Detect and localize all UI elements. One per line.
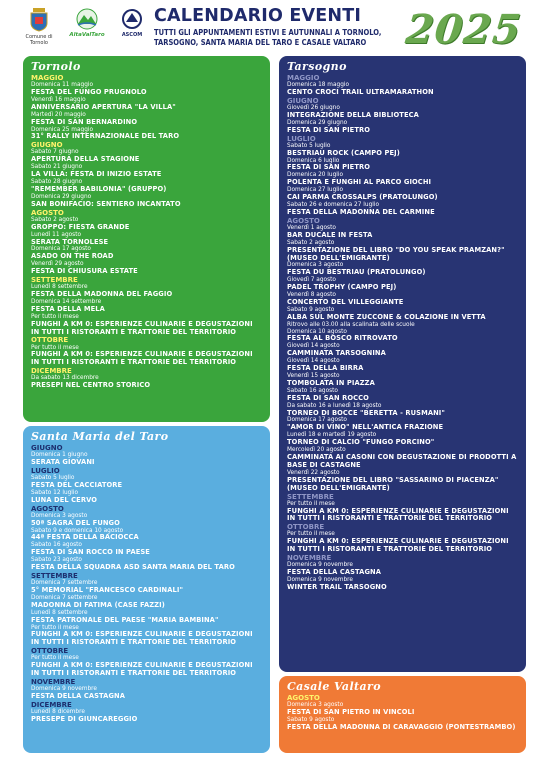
event-item bbox=[31, 194, 262, 209]
event-name: ANNIVERSARIO APERTURA "LA VILLA" bbox=[31, 102, 176, 111]
event-name: FESTA DI SAN PIETRO IN VINCOLI bbox=[287, 708, 415, 716]
event-name: WINTER TRAIL TARSOGNO bbox=[287, 582, 387, 591]
event-date: Domenica 7 settembre bbox=[31, 594, 98, 601]
month-heading: GIUGNO bbox=[31, 444, 63, 452]
event-date: Venerdì 29 agosto bbox=[31, 261, 84, 268]
event-name: POLENTA E FUNGHI AL PARCO GIOCHI bbox=[287, 178, 432, 187]
mountains-icon bbox=[75, 8, 99, 30]
event-date: Sabato 28 giugno bbox=[31, 179, 83, 186]
event-item bbox=[31, 345, 262, 368]
month-heading: MAGGIO bbox=[287, 74, 320, 82]
event-name: CAI PARMA CROSSALPS (PRATOLUNGO) bbox=[287, 193, 438, 202]
event-date: Domenica 29 giugno bbox=[31, 193, 92, 200]
event-date: Domenica 27 luglio bbox=[287, 187, 344, 194]
month-heading: DICEMBRE bbox=[31, 700, 72, 709]
event-date: Da sabato 13 dicembre bbox=[31, 375, 99, 382]
event-date: Sabato 2 agosto bbox=[287, 239, 335, 246]
event-date: Domenica 18 maggio bbox=[287, 82, 350, 89]
event-date: Domenica 17 agosto bbox=[31, 246, 91, 253]
section-title: Santa Maria del Taro bbox=[31, 430, 169, 443]
page-subtitle bbox=[154, 28, 434, 47]
event-item bbox=[287, 403, 518, 418]
event-item bbox=[31, 528, 262, 543]
event-item bbox=[287, 143, 518, 158]
event-date: Domenica 14 settembre bbox=[31, 298, 102, 305]
event-item bbox=[31, 232, 262, 247]
month-heading: MAGGIO bbox=[31, 74, 64, 82]
event-date: Domenica 9 novembre bbox=[287, 577, 353, 584]
event-name: "REMEMBER BABILONIA" (GRUPPO) bbox=[31, 184, 167, 193]
event-item bbox=[287, 277, 518, 292]
event-date: Sabato 5 luglio bbox=[31, 475, 75, 481]
event-name: FESTA DELLA BIRRA bbox=[287, 364, 364, 373]
event-item bbox=[287, 501, 518, 524]
ascom-emblem-icon bbox=[121, 8, 143, 30]
event-date: Sabato 5 luglio bbox=[287, 142, 331, 149]
event-item bbox=[31, 375, 262, 390]
event-name: FESTA DU BESTRIAU (PRATOLUNGO) bbox=[287, 268, 426, 277]
event-item bbox=[287, 292, 518, 307]
event-item bbox=[287, 470, 518, 493]
event-item bbox=[31, 452, 262, 467]
event-item bbox=[31, 655, 262, 678]
event-date: Domenica 10 agosto bbox=[287, 328, 347, 335]
month-heading: LUGLIO bbox=[287, 134, 316, 143]
event-item bbox=[31, 149, 262, 164]
month-heading: NOVEMBRE bbox=[287, 554, 332, 563]
event-item bbox=[287, 373, 518, 388]
page-title: CALENDARIO EVENTI bbox=[154, 6, 362, 26]
event-item bbox=[31, 82, 262, 97]
event-name: FESTA DELLA CASTAGNA bbox=[287, 568, 382, 577]
event-item bbox=[287, 158, 518, 173]
event-date: Sabato 9 e domenica 10 agosto bbox=[31, 527, 124, 534]
event-item bbox=[287, 343, 518, 358]
month-heading: AGOSTO bbox=[287, 216, 320, 225]
event-date: Domenica 25 maggio bbox=[31, 126, 94, 133]
month-heading: GIUGNO bbox=[31, 141, 63, 150]
event-name: FESTA DEL FUNGO PRUGNOLO bbox=[31, 88, 147, 96]
event-name: 5° MEMORIAL "FRANCESCO CARDINALI" bbox=[31, 585, 184, 594]
event-name: FUNGHI A KM 0: ESPERIENZE CULINARIE E DEGUSTAZIONI IN TUTTI I RISTORANTI E TRATTORIE DEL TERRITORIO bbox=[31, 350, 253, 367]
event-item bbox=[287, 240, 518, 263]
event-item bbox=[31, 595, 262, 610]
section-title: Tornolo bbox=[31, 60, 81, 73]
event-item bbox=[31, 580, 262, 595]
event-date: Domenica 1 giugno bbox=[31, 452, 88, 459]
event-item bbox=[31, 164, 262, 179]
event-date: Giovedì 26 giugno bbox=[287, 105, 340, 111]
event-date: Martedì 20 maggio bbox=[31, 111, 86, 118]
event-item bbox=[31, 299, 262, 314]
event-name: LUNA DEL CERVO bbox=[31, 495, 98, 504]
event-name: PRESEPE DI GIUNCAREGGIO bbox=[31, 714, 138, 723]
event-item bbox=[287, 577, 518, 592]
event-item bbox=[287, 447, 518, 470]
event-item bbox=[287, 187, 518, 202]
event-name: ALBA SUL MONTE ZUCCONE & COLAZIONE IN VETTA bbox=[287, 312, 486, 321]
event-item bbox=[31, 97, 262, 112]
event-date: Sabato 9 agosto bbox=[287, 306, 335, 313]
event-name: 44ª FESTA DELLA BACIOCCA bbox=[31, 533, 139, 542]
event-name: FESTA PATRONALE DEL PAESE "MARIA BAMBINA" bbox=[31, 615, 219, 624]
event-name: PADEL TROPHY (CAMPO PEJ) bbox=[287, 283, 397, 292]
event-name: CAMMINATA AI CASONI CON DEGUSTAZIONE DI PRODOTTI A BASE DI CASTAGNE bbox=[287, 452, 517, 469]
event-date: Giovedì 14 agosto bbox=[287, 343, 340, 350]
event-name: PRESENTAZIONE DEL LIBRO "DO YOU SPEAK PRAMZAN?" (MUSEO DELL'EMIGRANTE) bbox=[287, 245, 505, 262]
event-date: Venerdì 8 agosto bbox=[287, 292, 336, 299]
event-date: Domenica 17 agosto bbox=[287, 417, 347, 424]
event-name: PRESEPI NEL CENTRO STORICO bbox=[31, 381, 151, 390]
event-item bbox=[287, 531, 518, 554]
event-date: Domenica 7 settembre bbox=[31, 580, 98, 587]
event-name: TOMBOLATA IN PIAZZA bbox=[287, 378, 375, 387]
section-title: Tarsogno bbox=[287, 60, 347, 73]
event-date: Domenica 6 luglio bbox=[287, 157, 340, 164]
event-item bbox=[31, 542, 262, 557]
event-name: FESTA AL BOSCO RITROVATO bbox=[287, 334, 398, 343]
event-name: FESTA DI SAN ROCCO bbox=[287, 393, 369, 402]
event-date: Sabato 21 giugno bbox=[31, 164, 83, 171]
event-date: Per tutto il mese bbox=[31, 624, 79, 631]
event-date: Per tutto il mese bbox=[31, 313, 79, 320]
event-item bbox=[287, 262, 518, 277]
event-item bbox=[287, 432, 518, 447]
event-item bbox=[31, 610, 262, 625]
event-item bbox=[31, 709, 262, 724]
event-item bbox=[287, 358, 518, 373]
event-item bbox=[287, 225, 518, 240]
event-name: TORNEO DI BOCCE "BERETTA - RUSMANI" bbox=[287, 408, 445, 417]
event-name: TORNEO DI CALCIO "FUNGO PORCINO" bbox=[287, 438, 435, 447]
event-date: Per tutto il mese bbox=[31, 344, 79, 351]
event-date: Domenica 29 giugno bbox=[287, 119, 348, 126]
event-date: Domenica 11 maggio bbox=[31, 82, 94, 89]
event-date: Sabato 23 agosto bbox=[31, 557, 82, 564]
event-date: Sabato 12 luglio bbox=[31, 489, 79, 496]
section-tornolo bbox=[23, 56, 270, 422]
month-heading: AGOSTO bbox=[287, 694, 320, 702]
month-heading: OTTOBRE bbox=[287, 523, 325, 532]
event-item bbox=[31, 217, 262, 232]
event-date: Domenica 3 agosto bbox=[287, 702, 344, 709]
event-item bbox=[287, 202, 518, 217]
event-item bbox=[287, 329, 518, 344]
event-item bbox=[287, 307, 518, 322]
event-item bbox=[287, 82, 518, 97]
event-date: Sabato 26 e domenica 27 luglio bbox=[287, 201, 380, 208]
event-name: CENTO CROCI TRAIL ULTRAMARATHON bbox=[287, 88, 434, 96]
event-name: PRESENTAZIONE DEL LIBRO "SASSARINO DI PIACENZA" (MUSEO DELL'EMIGRANTE) bbox=[287, 475, 499, 492]
event-item bbox=[287, 322, 518, 329]
month-heading: DICEMBRE bbox=[31, 367, 72, 376]
event-name: FESTA DI SAN ROCCO IN PAESE bbox=[31, 548, 150, 557]
month-heading: OTTOBRE bbox=[31, 647, 69, 656]
event-date: Domenica 20 luglio bbox=[287, 172, 344, 179]
subtitle-line-2: TARSOGNO, SANTA MARIA DEL TARO E CASALE VALTARO bbox=[154, 37, 367, 47]
event-name: ASADO ON THE ROAD bbox=[31, 252, 114, 261]
event-date: Lunedì 11 agosto bbox=[31, 231, 82, 238]
event-item bbox=[31, 112, 262, 127]
event-name: FESTA DELLA MADONNA DI CARAVAGGIO (PONTESTRAMBO) bbox=[287, 722, 516, 731]
month-heading: LUGLIO bbox=[31, 466, 60, 475]
event-name: MADONNA DI FATIMA (CASE FAZZI) bbox=[31, 600, 165, 609]
event-date: Ritrovo alle 03.00 alla scalinata delle scuole bbox=[287, 321, 415, 328]
event-date: Domenica 9 novembre bbox=[31, 686, 97, 693]
month-heading: OTTOBRE bbox=[31, 336, 69, 345]
comune-tornolo-crest bbox=[22, 8, 56, 46]
month-heading: AGOSTO bbox=[31, 504, 64, 513]
event-date: Domenica 3 agosto bbox=[31, 512, 88, 519]
page-header bbox=[0, 0, 550, 52]
crest-icon bbox=[29, 8, 49, 32]
event-item bbox=[31, 261, 262, 276]
section-tarsogno bbox=[279, 56, 526, 672]
event-item bbox=[287, 105, 518, 120]
event-date: Venerdì 22 agosto bbox=[287, 469, 340, 476]
event-name: SERATA GIOVANI bbox=[31, 458, 95, 466]
subtitle-line-1: TUTTI GLI APPUNTAMENTI ESTIVI E AUTUNNALI A TORNOLO, bbox=[154, 28, 382, 37]
event-name: CAMMINATA TARSOGNINA bbox=[287, 349, 386, 358]
event-item bbox=[31, 314, 262, 337]
event-date: Lunedì 8 settembre bbox=[31, 284, 88, 291]
ascom-caption: ASCOM bbox=[121, 32, 143, 38]
event-item bbox=[287, 172, 518, 187]
event-date: Venerdì 15 agosto bbox=[287, 373, 340, 379]
event-name: BAR DUCALE IN FESTA bbox=[287, 230, 373, 239]
event-name: FUNGHI A KM 0: ESPERIENZE CULINARIE E DEGUSTAZIONI IN TUTTI I RISTORANTI E TRATTORIE DEL TERRITORIO bbox=[287, 537, 509, 554]
month-heading: SETTEMBRE bbox=[31, 276, 78, 285]
month-heading: SETTEMBRE bbox=[287, 492, 334, 501]
event-name: FUNGHI A KM 0: ESPERIENZE CULINARIE E DEGUSTAZIONI IN TUTTI I RISTORANTI E TRATTORIE DEL TERRITORIO bbox=[31, 630, 253, 647]
event-name: CONCERTO DEL VILLEGGIANTE bbox=[287, 297, 404, 306]
event-item bbox=[287, 702, 518, 717]
event-name: APERTURA DELLA STAGIONE bbox=[31, 155, 140, 164]
event-date: Lunedì 8 settembre bbox=[31, 609, 88, 616]
event-name: FESTA DELLA MADONNA DEL FAGGIO bbox=[31, 290, 173, 299]
section-santa-maria-del-taro bbox=[23, 426, 270, 753]
event-name: FUNGHI A KM 0: ESPERIENZE CULINARIE E DEGUSTAZIONI IN TUTTI I RISTORANTI E TRATTORIE DEL TERRITORIO bbox=[31, 661, 253, 678]
event-date: Giovedì 14 agosto bbox=[287, 358, 340, 365]
event-item bbox=[31, 625, 262, 648]
event-date: Domenica 9 novembre bbox=[287, 562, 353, 569]
event-item bbox=[31, 513, 262, 528]
event-name: BESTRIAU ROCK (CAMPO PEJ) bbox=[287, 148, 400, 157]
event-date: Da sabato 16 a lunedì 18 agosto bbox=[287, 402, 382, 409]
event-item bbox=[31, 127, 262, 142]
event-name: GROPPO: FIESTA GRANDE bbox=[31, 222, 130, 231]
event-name: "AMOR DI VINO" NELL'ANTICA FRAZIONE bbox=[287, 423, 444, 432]
event-date: Giovedì 7 agosto bbox=[287, 277, 336, 284]
event-date: Per tutto il mese bbox=[287, 500, 335, 507]
crest-caption: Comune di Tornolo bbox=[25, 34, 53, 46]
event-item bbox=[31, 475, 262, 490]
event-name: FESTA DELLA CASTAGNA bbox=[31, 692, 126, 701]
month-heading: NOVEMBRE bbox=[31, 678, 76, 687]
month-heading: GIUGNO bbox=[287, 96, 319, 105]
event-name: FESTA DI SAN BERNARDINO bbox=[31, 117, 138, 126]
event-name: LA VILLA: FESTA DI INIZIO ESTATE bbox=[31, 170, 162, 179]
event-date: Lunedì 8 dicembre bbox=[31, 709, 85, 716]
event-date: Domenica 3 agosto bbox=[287, 262, 344, 269]
event-item bbox=[31, 284, 262, 299]
event-name: SERATA TORNOLESE bbox=[31, 237, 109, 246]
event-name: FESTA DELLA MELA bbox=[31, 304, 105, 313]
event-date: Sabato 16 agosto bbox=[31, 542, 82, 549]
event-name: FESTA DI CHIUSURA ESTATE bbox=[31, 267, 138, 276]
event-item bbox=[31, 557, 262, 572]
altavaltaro-logo bbox=[68, 8, 106, 38]
event-name: FESTA DI SAN PIETRO bbox=[287, 163, 371, 172]
event-date: Sabato 7 giugno bbox=[31, 149, 79, 156]
event-item bbox=[31, 179, 262, 194]
month-heading: SETTEMBRE bbox=[31, 571, 78, 580]
event-name: INTEGRAZIONE DELLA BIBLIOTECA bbox=[287, 110, 419, 119]
event-item bbox=[31, 686, 262, 701]
section-title: Casale Valtaro bbox=[287, 680, 381, 693]
event-name: FUNGHI A KM 0: ESPERIENZE CULINARIE E DEGUSTAZIONI IN TUTTI I RISTORANTI E TRATTORIE DEL TERRITORIO bbox=[287, 506, 509, 523]
event-name: SAN BONIFACIO: SENTIERO INCANTATO bbox=[31, 199, 181, 208]
event-item bbox=[287, 717, 518, 732]
event-date: Sabato 2 agosto bbox=[31, 216, 79, 223]
event-date: Lunedì 18 e martedì 19 agosto bbox=[287, 432, 377, 439]
event-date: Venerdì 16 maggio bbox=[31, 96, 86, 103]
event-item bbox=[287, 562, 518, 577]
event-name: FESTA DEL CACCIATORE bbox=[31, 480, 123, 489]
event-date: Venerdì 1 agosto bbox=[287, 224, 336, 231]
event-item bbox=[287, 388, 518, 403]
altavaltaro-caption: AltaValTaro bbox=[69, 32, 105, 38]
event-item bbox=[287, 120, 518, 135]
ascom-logo bbox=[115, 8, 149, 38]
event-name: FESTA DELLA MADONNA DEL CARMINE bbox=[287, 207, 435, 216]
event-date: Mercoledì 20 agosto bbox=[287, 447, 346, 454]
event-item bbox=[287, 417, 518, 432]
event-name: FESTA DI SAN PIETRO bbox=[287, 125, 371, 134]
event-name: FESTA DELLA SQUADRA ASD SANTA MARIA DEL TARO bbox=[31, 563, 235, 572]
event-name: FUNGHI A KM 0: ESPERIENZE CULINARIE E DEGUSTAZIONI IN TUTTI I RISTORANTI E TRATTORIE DEL TERRITORIO bbox=[31, 319, 253, 336]
section-casale-valtaro bbox=[279, 676, 526, 753]
event-name: 31° RALLY INTERNAZIONALE DEL TARO bbox=[31, 132, 180, 141]
month-heading: AGOSTO bbox=[31, 208, 64, 217]
event-date: Sabato 9 agosto bbox=[287, 716, 335, 723]
year-badge: 2025 bbox=[403, 6, 524, 53]
event-date: Sabato 16 agosto bbox=[287, 387, 338, 394]
event-date: Per tutto il mese bbox=[287, 531, 335, 538]
event-item bbox=[31, 246, 262, 261]
event-item bbox=[31, 490, 262, 505]
event-date: Per tutto il mese bbox=[31, 655, 79, 662]
event-name: 50ª SAGRA DEL FUNGO bbox=[31, 518, 120, 527]
